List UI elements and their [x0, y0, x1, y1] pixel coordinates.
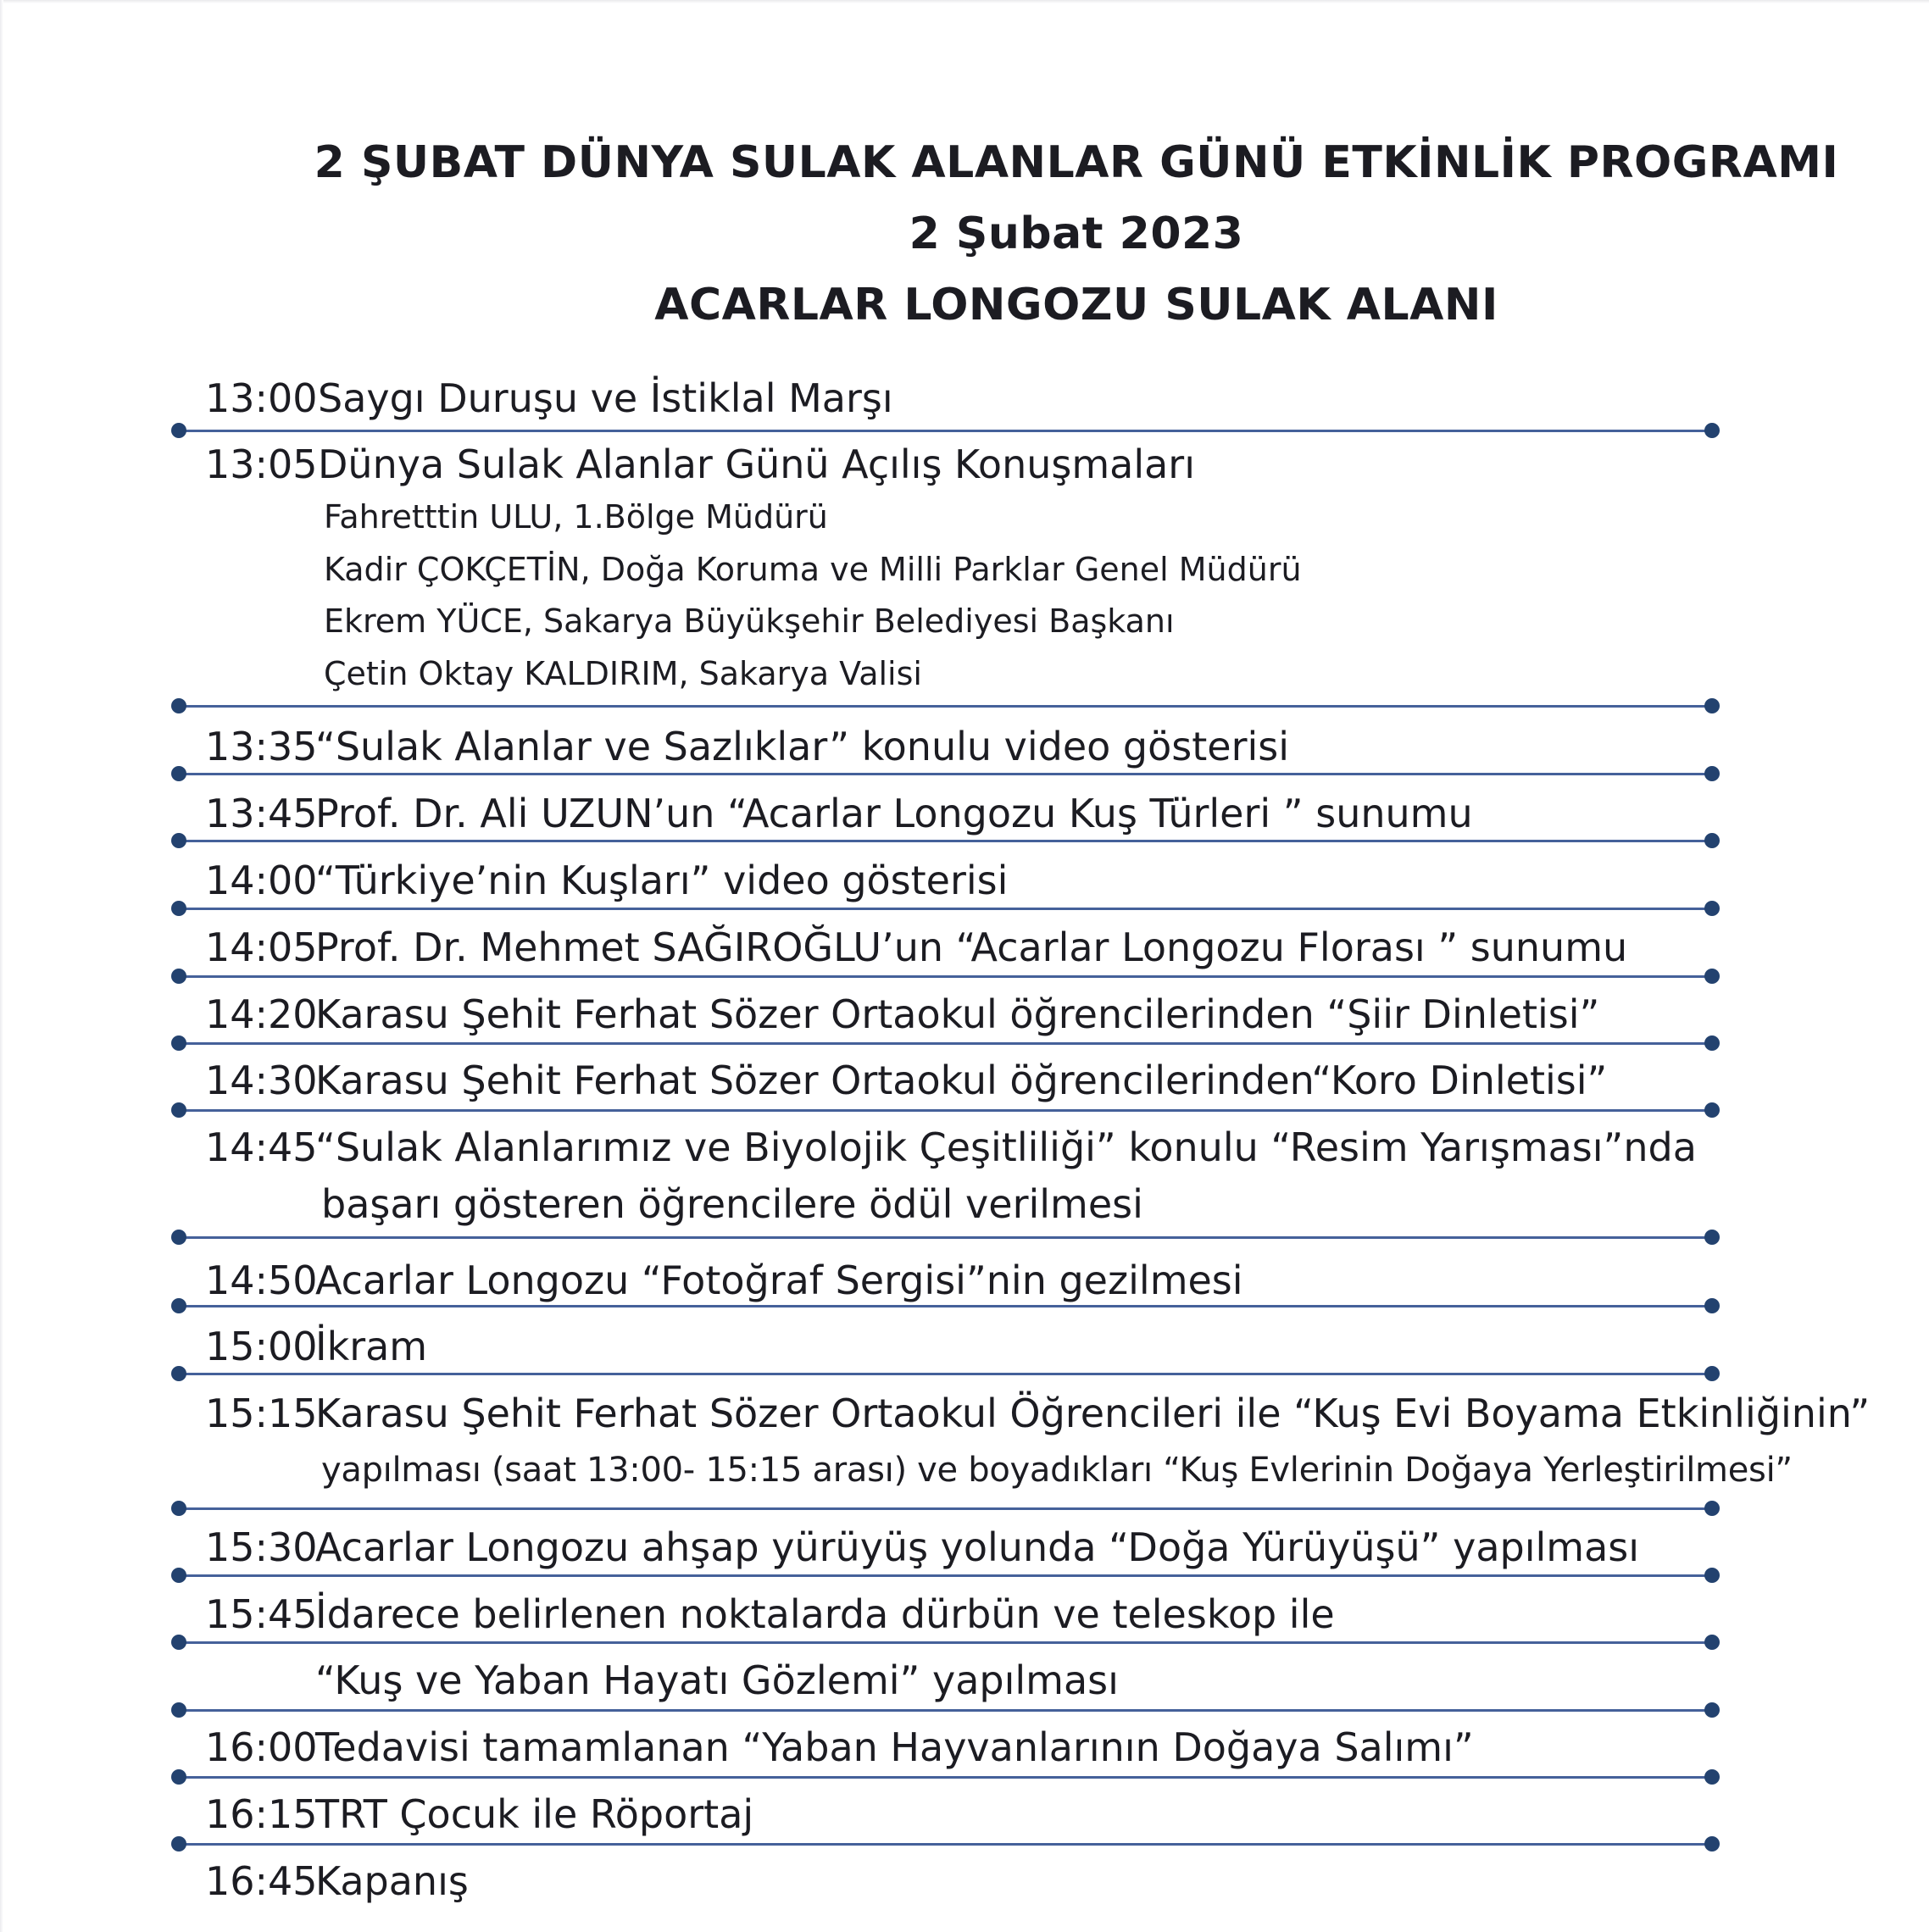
item-time: 15:15	[205, 1391, 318, 1436]
item-text: İkram	[315, 1324, 428, 1369]
item-text: İdarece belirlenen noktalarda dürbün ve teleskop ile	[315, 1591, 1335, 1637]
separator-line	[179, 840, 1712, 842]
item-time: 13:45	[205, 791, 318, 836]
separator-line	[179, 1574, 1712, 1577]
item-time: 16:00	[205, 1724, 318, 1770]
separator-line	[179, 1507, 1712, 1510]
item-text-continuation: yapılması (saat 13:00- 15:15 arası) ve boyadıkları “Kuş Evlerinin Doğaya Yerleştirilmesi”	[321, 1451, 1793, 1490]
speaker-line: Çetin Oktay KALDIRIM, Sakarya Valisi	[324, 655, 922, 692]
item-time: 13:05	[205, 441, 318, 487]
separator-line	[179, 1305, 1712, 1307]
speaker-line: Fahretttin ULU, 1.Bölge Müdürü	[324, 498, 828, 536]
item-time: 14:50	[205, 1257, 318, 1303]
item-text-continuation: başarı gösteren öğrencilere ödül verilmesi	[321, 1181, 1143, 1227]
separator-line	[179, 1373, 1712, 1375]
program-header	[254, 127, 1898, 341]
separator-line	[179, 1236, 1712, 1239]
separator-line	[179, 705, 1712, 708]
item-text: Saygı Duruşu ve İstiklal Marşı	[318, 375, 893, 421]
item-text: Kapanış	[315, 1858, 469, 1904]
item-text: Karasu Şehit Ferhat Sözer Ortaokul öğrencilerinden“Koro Dinletisi”	[315, 1058, 1608, 1103]
item-time: 15:30	[205, 1524, 318, 1570]
separator-line	[179, 430, 1712, 432]
item-time: 16:45	[205, 1858, 318, 1904]
item-time: 14:05	[205, 924, 318, 970]
scan-edge-top	[0, 0, 1929, 3]
item-text: Acarlar Longozu “Fotoğraf Sergisi”nin gezilmesi	[315, 1257, 1243, 1303]
scan-edge-left	[0, 0, 3, 1932]
item-text-continuation: “Kuş ve Yaban Hayatı Gözlemi” yapılması	[315, 1657, 1119, 1703]
separator-line	[179, 1776, 1712, 1779]
separator-line	[179, 908, 1712, 910]
item-time: 14:30	[205, 1058, 318, 1103]
item-text: Acarlar Longozu ahşap yürüyüş yolunda “Doğa Yürüyüşü” yapılması	[315, 1524, 1640, 1570]
separator-line	[179, 1109, 1712, 1112]
separator-line	[179, 773, 1712, 775]
separator-line	[179, 1843, 1712, 1846]
program-title: 2 ŞUBAT DÜNYA SULAK ALANLAR GÜNÜ ETKİNLİK PROGRAMI	[314, 137, 1839, 188]
item-time: 14:45	[205, 1124, 318, 1170]
separator-line	[179, 1709, 1712, 1712]
item-time: 14:00	[205, 858, 318, 903]
item-time: 13:00	[205, 375, 318, 421]
item-time: 15:45	[205, 1591, 318, 1637]
item-time: 15:00	[205, 1324, 318, 1369]
item-text: “Sulak Alanlar ve Sazlıklar” konulu video gösterisi	[315, 724, 1290, 769]
program-date: 2 Şubat 2023	[909, 208, 1244, 259]
separator-line	[179, 975, 1712, 978]
separator-line	[179, 1641, 1712, 1644]
speaker-line: Ekrem YÜCE, Sakarya Büyükşehir Belediyesi Başkanı	[324, 602, 1175, 640]
item-time: 14:20	[205, 991, 318, 1037]
item-text: Prof. Dr. Mehmet SAĞIROĞLU’un “Acarlar Longozu Florası ” sunumu	[315, 924, 1628, 970]
item-text: Prof. Dr. Ali UZUN’un “Acarlar Longozu Kuş Türleri ” sunumu	[315, 791, 1473, 836]
program-venue: ACARLAR LONGOZU SULAK ALANI	[654, 280, 1498, 330]
speaker-line: Kadir ÇOKÇETİN, Doğa Koruma ve Milli Parklar Genel Müdürü	[324, 551, 1302, 588]
item-text: Karasu Şehit Ferhat Sözer Ortaokul öğrencilerinden “Şiir Dinletisi”	[315, 991, 1600, 1037]
separator-line	[179, 1042, 1712, 1045]
item-text: “Türkiye’nin Kuşları” video gösterisi	[315, 858, 1009, 903]
item-text: Karasu Şehit Ferhat Sözer Ortaokul Öğrencileri ile “Kuş Evi Boyama Etkinliğinin”	[315, 1391, 1871, 1436]
item-text: “Sulak Alanlarımız ve Biyolojik Çeşitliliği” konulu “Resim Yarışması”nda	[315, 1124, 1697, 1170]
item-time: 13:35	[205, 724, 318, 769]
item-text: Tedavisi tamamlanan “Yaban Hayvanlarının Doğaya Salımı”	[315, 1724, 1474, 1770]
item-text: Dünya Sulak Alanlar Günü Açılış Konuşmaları	[318, 441, 1195, 487]
item-time: 16:15	[205, 1791, 318, 1837]
item-text: TRT Çocuk ile Röportaj	[315, 1791, 754, 1837]
